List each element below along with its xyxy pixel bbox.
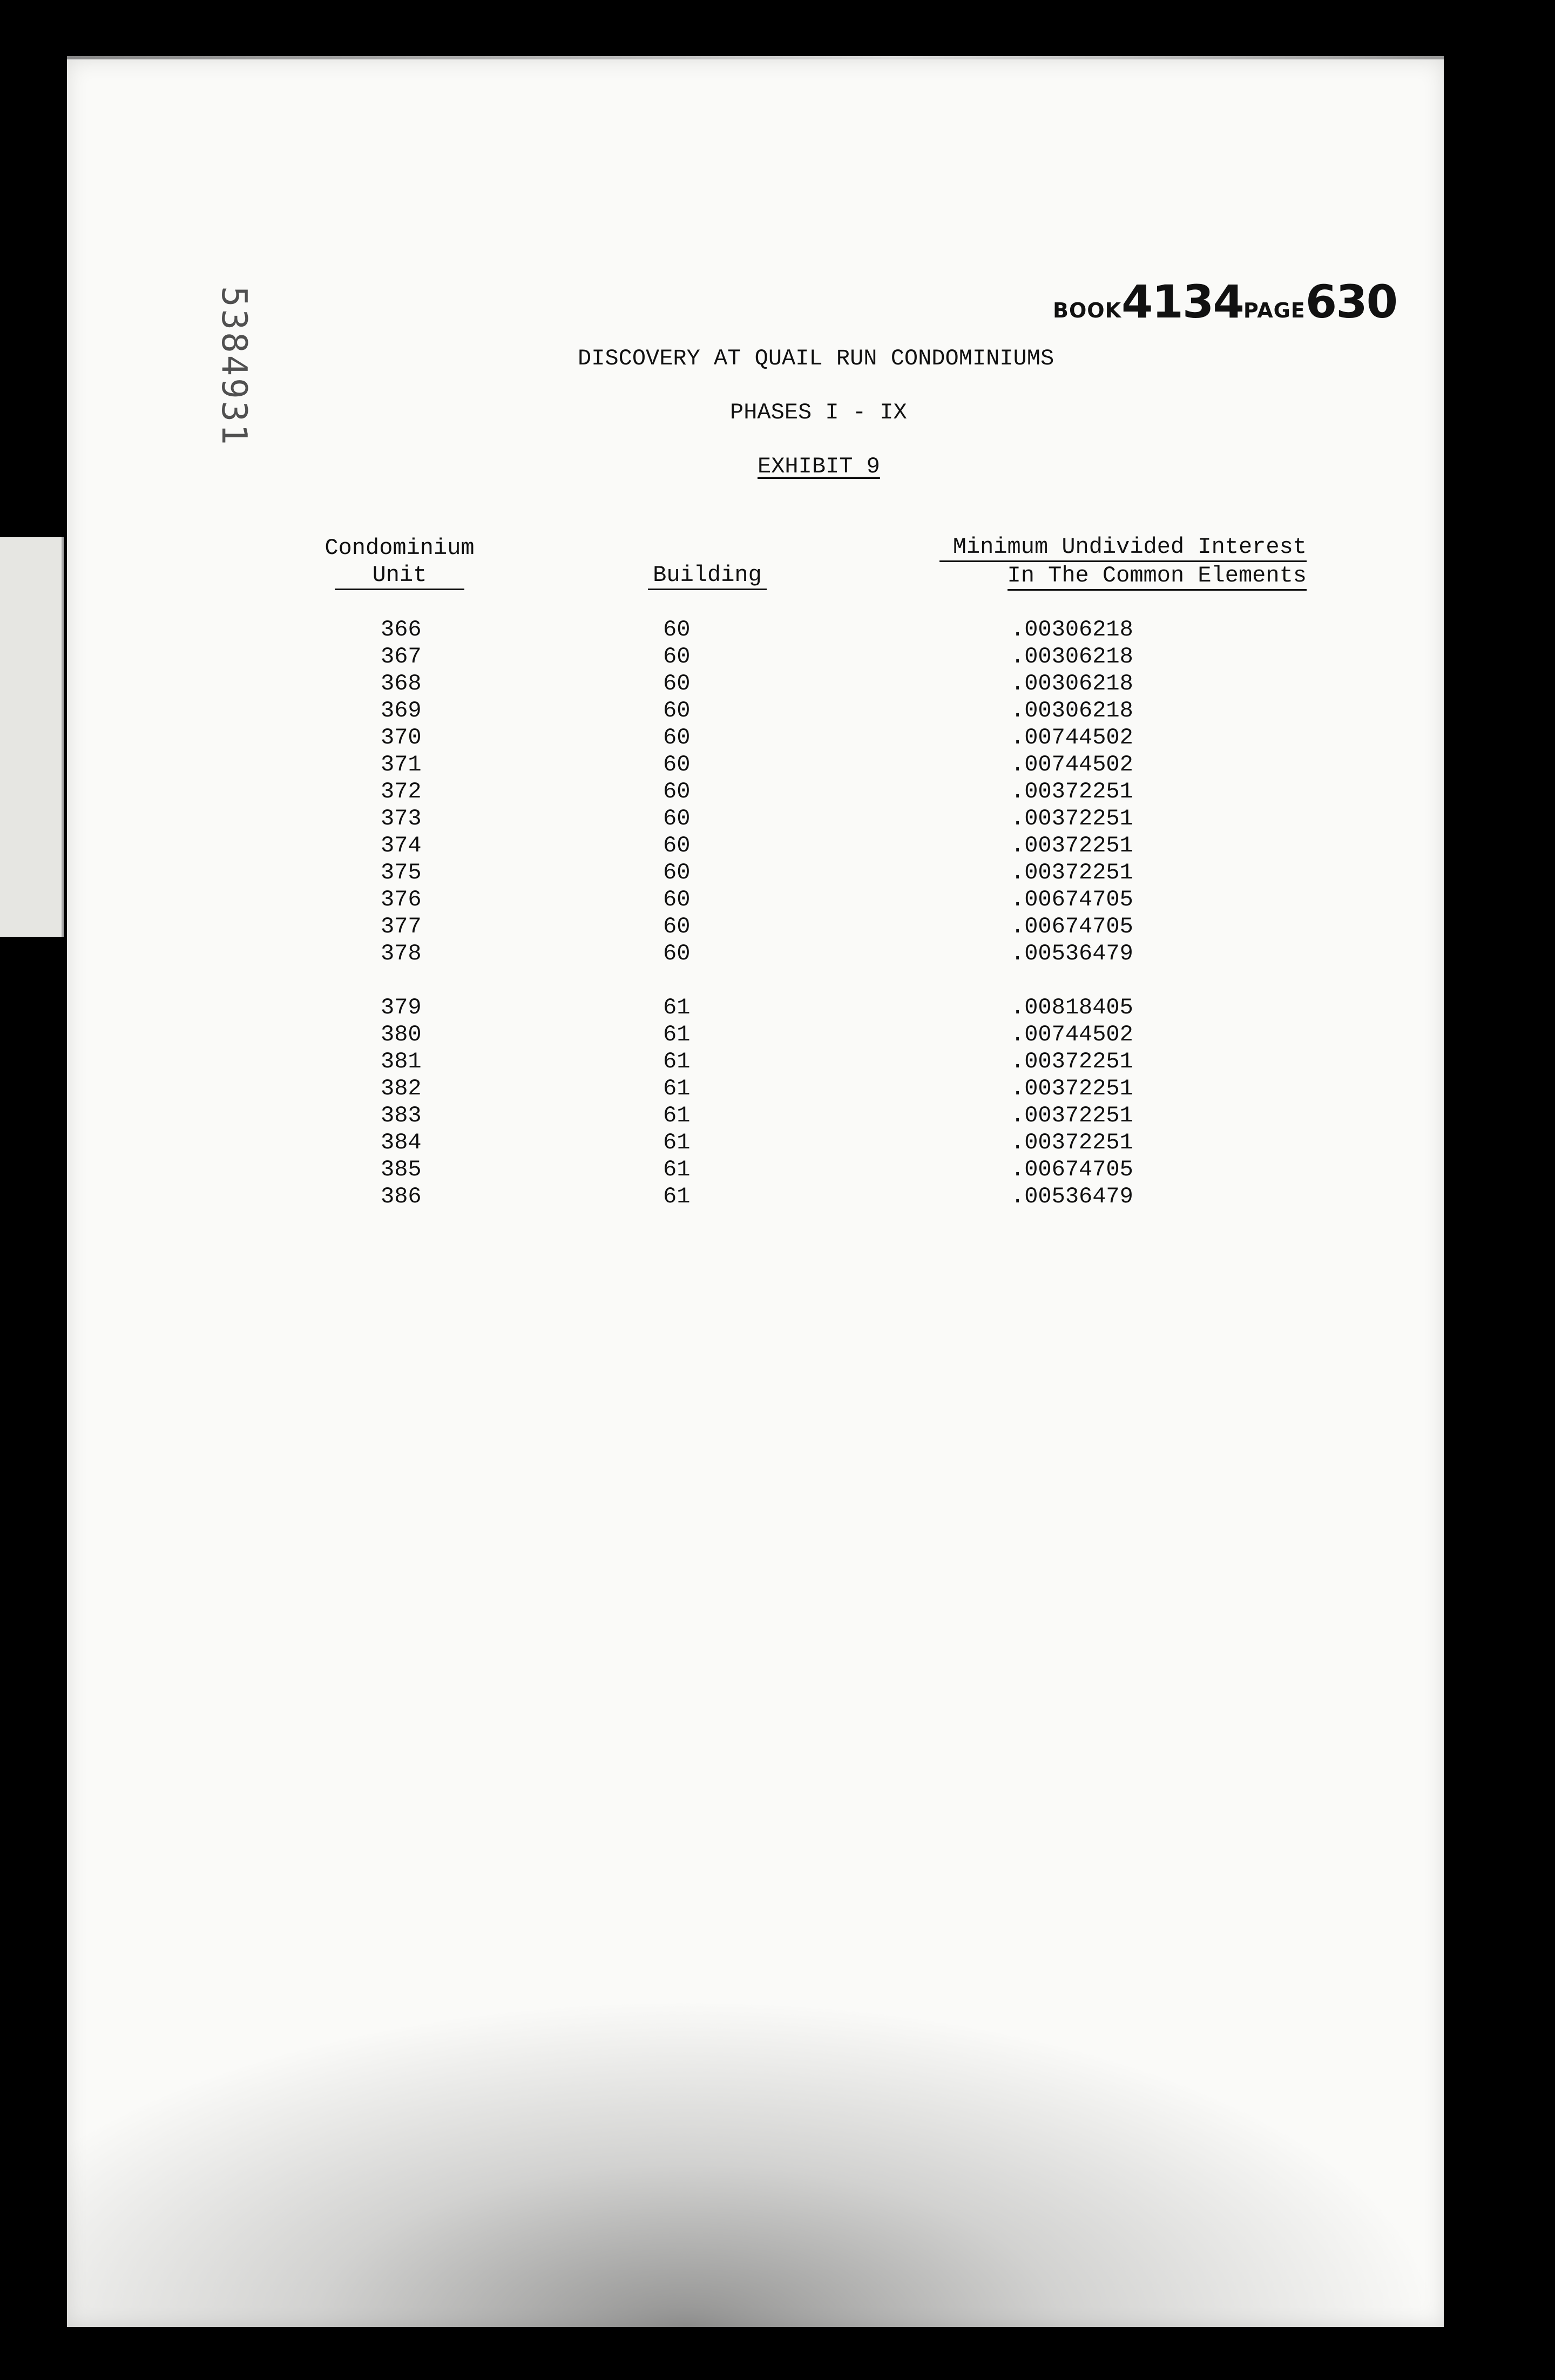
building-cell: 60 [663,752,691,777]
table-row [0,914,1555,941]
interest-cell: .00372251 [1011,833,1133,858]
table-row [0,1103,1555,1130]
building-cell: 60 [663,644,691,670]
building-cell: 60 [663,671,691,697]
unit-cell: 386 [381,1184,422,1209]
building-cell: 60 [663,833,691,858]
table-row [0,644,1555,671]
table-row [0,860,1555,887]
interest-cell: .00744502 [1011,1022,1133,1047]
table-row [0,806,1555,833]
table-row [0,1130,1555,1157]
table-row [0,698,1555,725]
interest-cell: .00818405 [1011,995,1133,1020]
document-title: DISCOVERY AT QUAIL RUN CONDOMINIUMS [578,346,1054,371]
book-page-reference [1053,275,1397,328]
unit-cell: 375 [381,860,422,885]
building-cell: 61 [663,1184,691,1209]
column-header-interest [939,533,1307,591]
unit-cell: 371 [381,752,422,777]
unit-cell: 368 [381,671,422,697]
interest-cell: .00372251 [1011,1049,1133,1074]
table-row [0,671,1555,698]
building-cell: 60 [663,617,691,643]
building-cell: 61 [663,1103,691,1128]
interest-cell: .00372251 [1011,779,1133,804]
page-number: 630 [1305,275,1397,328]
interest-cell: .00372251 [1011,1130,1133,1155]
unit-cell: 372 [381,779,422,804]
table-row [0,1157,1555,1184]
unit-cell: 376 [381,887,422,912]
building-cell: 61 [663,1076,691,1101]
interest-cell: .00372251 [1011,1103,1133,1128]
building-cell: 60 [663,806,691,831]
table-row [0,752,1555,779]
interest-cell: .00744502 [1011,725,1133,750]
interest-cell: .00372251 [1011,806,1133,831]
scan-noise [67,1998,1444,2327]
table-row [0,1184,1555,1211]
exhibit-label: EXHIBIT 9 [758,454,880,479]
table-row [0,941,1555,968]
table-row [0,1049,1555,1076]
building-cell: 60 [663,941,691,966]
interest-cell: .00744502 [1011,752,1133,777]
column-header-unit-line1: Condominium [324,535,475,561]
unit-cell: 378 [381,941,422,966]
building-cell: 61 [663,1157,691,1182]
interest-cell: .00306218 [1011,644,1133,670]
table-row [0,995,1555,1022]
building-cell: 60 [663,860,691,885]
table-row [0,725,1555,752]
document-subtitle: PHASES I - IX [730,400,907,425]
unit-cell: 379 [381,995,422,1020]
table-row [0,779,1555,806]
unit-cell: 384 [381,1130,422,1155]
interest-cell: .00306218 [1011,698,1133,724]
table-row [0,617,1555,644]
building-cell: 60 [663,914,691,939]
interest-cell: .00536479 [1011,941,1133,966]
book-number: 4134 [1121,275,1243,328]
building-cell: 61 [663,1022,691,1047]
building-cell: 60 [663,725,691,750]
unit-cell: 373 [381,806,422,831]
column-header-unit [302,535,497,590]
document-stamp: 5384931 [214,286,254,447]
table-row [0,1076,1555,1103]
building-cell: 61 [663,1049,691,1074]
table-row [0,1022,1555,1049]
building-cell: 60 [663,887,691,912]
table-row [0,887,1555,914]
building-cell: 61 [663,1130,691,1155]
building-cell: 60 [663,779,691,804]
column-header-interest-line2: In The Common Elements [1008,562,1307,591]
interest-cell: .00674705 [1011,887,1133,912]
unit-cell: 374 [381,833,422,858]
unit-cell: 380 [381,1022,422,1047]
interest-cell: .00306218 [1011,671,1133,697]
interest-cell: .00372251 [1011,1076,1133,1101]
unit-cell: 367 [381,644,422,670]
table-row [0,833,1555,860]
interest-cell: .00306218 [1011,617,1133,643]
column-header-interest-line1: Minimum Undivided Interest [939,533,1307,562]
unit-cell: 377 [381,914,422,939]
page-label: PAGE [1243,299,1306,322]
column-header-building: Building [648,562,767,590]
unit-cell: 382 [381,1076,422,1101]
interest-cell: .00372251 [1011,860,1133,885]
interest-cell: .00674705 [1011,914,1133,939]
unit-cell: 381 [381,1049,422,1074]
unit-cell: 366 [381,617,422,643]
interest-cell: .00674705 [1011,1157,1133,1182]
unit-cell: 383 [381,1103,422,1128]
book-label: BOOK [1053,299,1122,322]
unit-cell: 385 [381,1157,422,1182]
building-cell: 61 [663,995,691,1020]
column-header-unit-line2: Unit [335,562,465,590]
building-cell: 60 [663,698,691,724]
unit-cell: 370 [381,725,422,750]
unit-cell: 369 [381,698,422,724]
interest-cell: .00536479 [1011,1184,1133,1209]
